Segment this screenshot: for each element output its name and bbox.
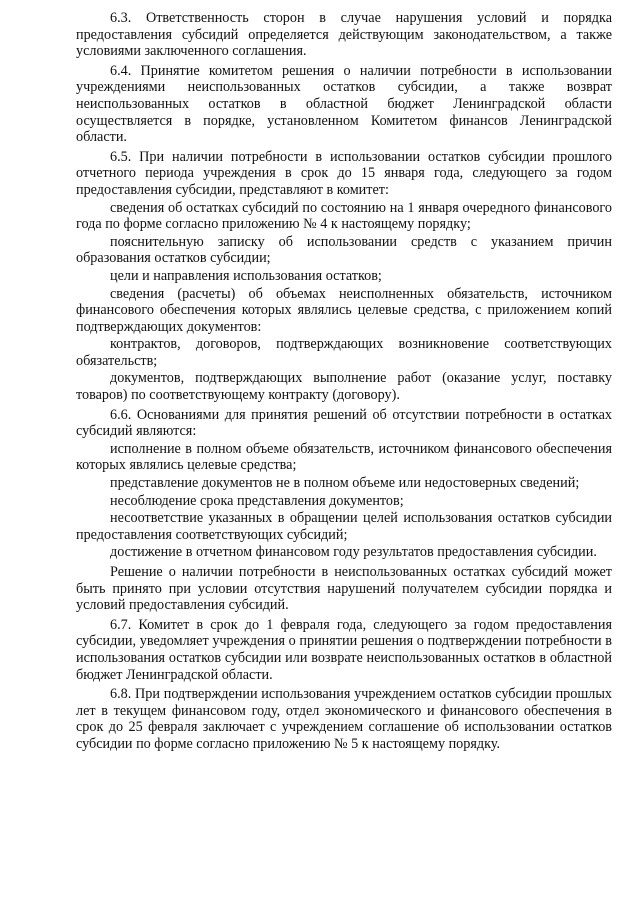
list-item-incomplete-documents: представление документов не в полном объеме или недостоверных сведений;: [110, 475, 580, 492]
list-item-obligations-info: сведения (расчеты) об объемах неисполненных обязательств, источником финансового обеспечения которых являлись целевые средства, с приложением копий подтверждающих документов:: [76, 285, 612, 335]
list-item-explanatory-note: пояснительную записку об использовании средств с указанием причин образования остатков субсидии;: [76, 233, 612, 267]
paragraph-6-3: 6.3. Ответственность сторон в случае нарушения условий и порядка предоставления субсидий определяется действующим законодательством, а также условиями заключенного соглашения.: [76, 10, 612, 60]
list-item-deadline-violation: несоблюдение срока представления документов;: [110, 492, 404, 509]
list-item-work-documents: документов, подтверждающих выполнение работ (оказание услуг, поставку товаров) по соответствующему контракту (договору).: [76, 370, 612, 404]
paragraph-6-4: 6.4. Принятие комитетом решения о наличии потребности в использовании учреждениями неиспользованных остатков субсидии, а также возврат неиспользованных остатков в областной бюджет Ленинградской области осуществляется в порядке, установленном Комитетом финансов Ленинградской области.: [76, 62, 612, 146]
document-page: [76, 10, 612, 753]
paragraph-6-6: 6.6. Основаниями для принятия решений об отсутствии потребности в остатках субсидий являются:: [76, 406, 612, 440]
paragraph-6-8: 6.8. При подтверждении использования учреждением остатков субсидии прошлых лет в текущем финансовом году, отдел экономического и финансового обеспечения в срок до 25 февраля заключает с учреждением соглашение об использовании остатков субсидии по форме согласно приложению № 5 к настоящему порядку.: [76, 686, 612, 752]
paragraph-6-5: 6.5. При наличии потребности в использовании остатков субсидии прошлого отчетного периода учреждения в срок до 15 января года, следующего за годом предоставления субсидии, представляют в комитет:: [76, 148, 612, 198]
list-item-goals-mismatch: несоответствие указанных в обращении целей использования остатков субсидии предоставления соответствующих субсидий;: [76, 510, 612, 543]
list-item-balances-info: сведения об остатках субсидий по состоянию на 1 января очередного финансового года по форме согласно приложению № 4 к настоящему порядку;: [76, 199, 612, 233]
list-item-fulfillment: исполнение в полном объеме обязательств, источником финансового обеспечения которых являлись целевые средства;: [76, 440, 612, 474]
list-item-contracts: контрактов, договоров, подтверждающих возникновение соответствующих обязательств;: [76, 336, 612, 369]
list-item-goals: цели и направления использования остатков;: [110, 267, 382, 284]
paragraph-decision: Решение о наличии потребности в неиспользованных остатках субсидий может быть принято при условии отсутствия нарушений получателем субсидии порядка и условий предоставления субсидий.: [76, 564, 612, 614]
list-item-results-achieved: достижение в отчетном финансовом году результатов предоставления субсидии.: [110, 544, 597, 561]
paragraph-6-7: 6.7. Комитет в срок до 1 февраля года, следующего за годом предоставления субсидии, уведомляет учреждения о принятии решения о подтверждении потребности в использования остатков субсидии или возврате неиспользованных остатков в областной бюджет Ленинградской области.: [76, 616, 612, 683]
